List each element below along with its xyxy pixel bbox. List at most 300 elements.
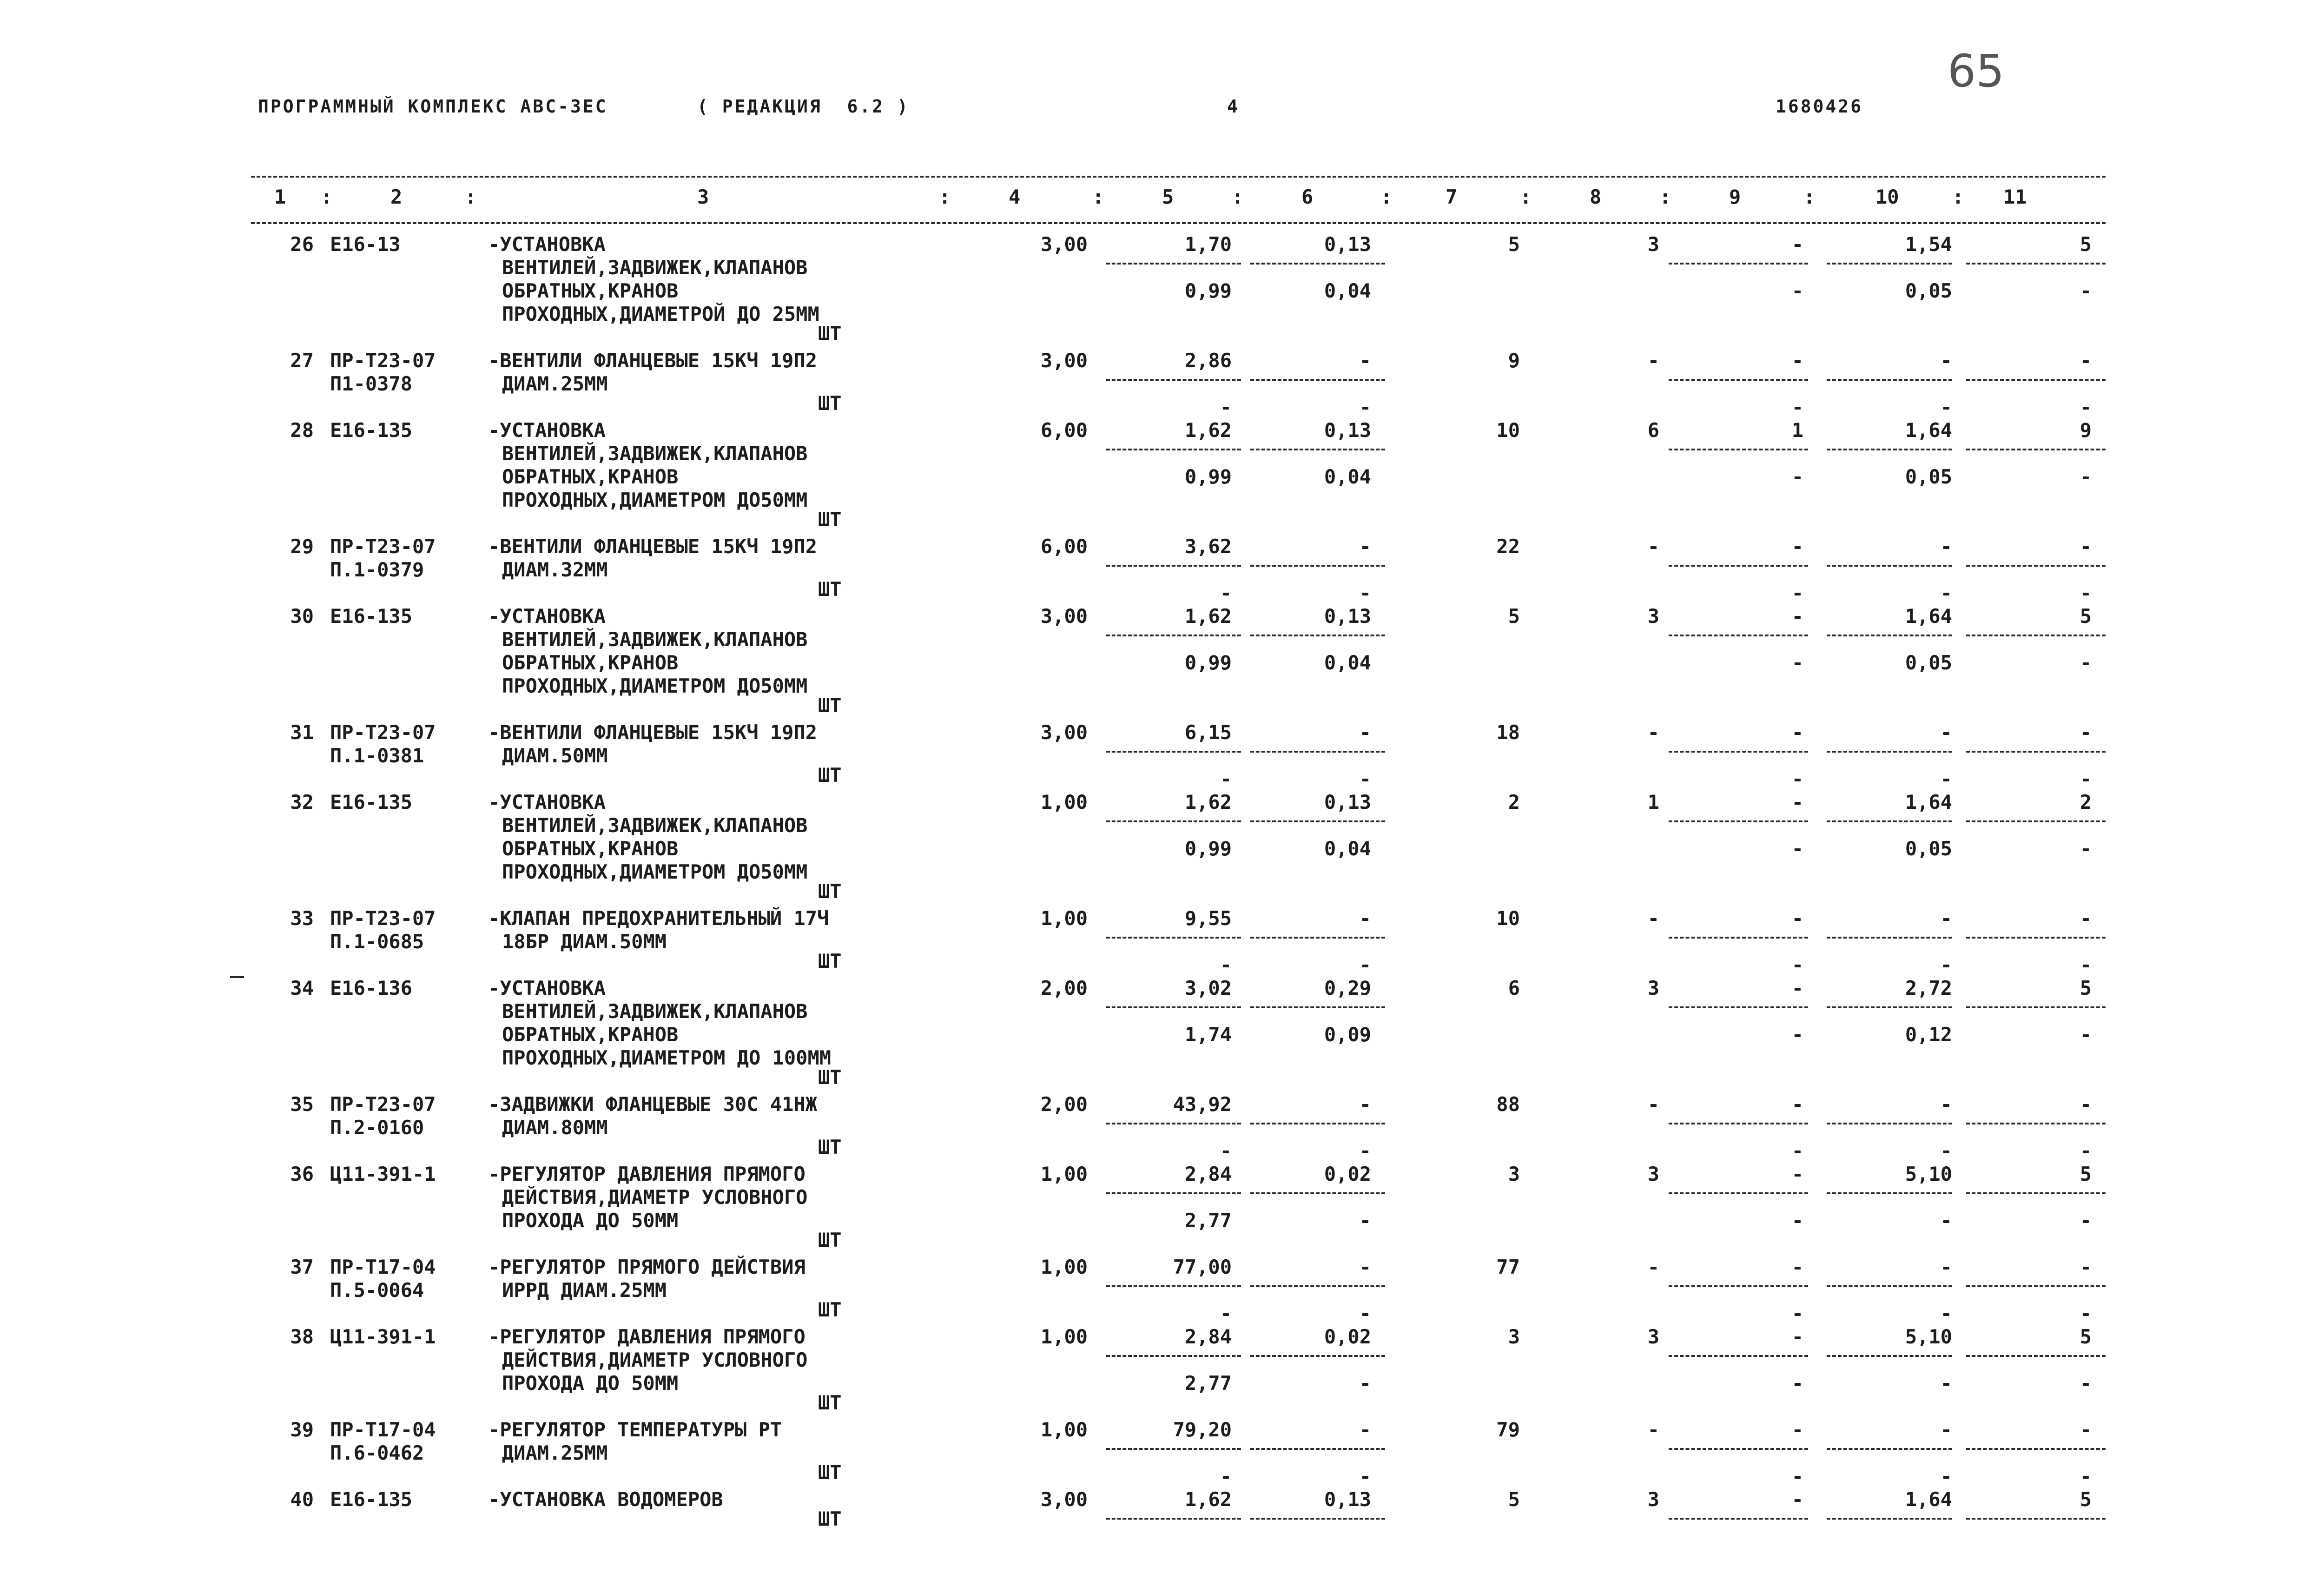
column-number: 9	[1729, 185, 1741, 208]
margin-mark	[230, 976, 244, 978]
item-description: ДЕЙСТВИЯ,ДИАМЕТР УСЛОВНОГО	[502, 1349, 808, 1371]
cell-col10-secondary: 0,05	[1905, 837, 1952, 860]
cell-col8: 3	[1647, 605, 1659, 628]
unit-label: ШТ	[818, 950, 842, 972]
cell-col5-secondary: 0,99	[1184, 465, 1232, 488]
cell-col9: -	[1791, 1325, 1803, 1348]
item-code: П.5-0064	[330, 1279, 424, 1302]
cell-col5-secondary: -	[1220, 767, 1232, 790]
cell-col7: 10	[1496, 419, 1520, 442]
cell-col6: -	[1359, 1256, 1371, 1278]
cell-col5: 9,55	[1184, 907, 1232, 930]
cell-col9: -	[1791, 907, 1803, 930]
item-code: ПР-Т23-07	[330, 349, 436, 372]
column-number: 5	[1162, 185, 1174, 208]
cell-divider	[1669, 263, 1808, 264]
cell-divider	[1669, 565, 1808, 567]
header-top-rule	[251, 176, 2106, 178]
cell-col9: -	[1791, 605, 1803, 628]
cell-col11-secondary: -	[2080, 837, 2092, 860]
cell-divider	[1966, 1448, 2106, 1450]
row-number: 35	[290, 1093, 314, 1116]
cell-col7: 88	[1496, 1093, 1520, 1116]
item-code: П1-0378	[330, 372, 413, 395]
cell-divider	[1827, 1285, 1952, 1287]
cell-divider	[1827, 1355, 1952, 1357]
cell-col9-secondary: -	[1791, 1372, 1803, 1395]
cell-divider	[1827, 565, 1952, 567]
item-description: ДИАМ.50ММ	[502, 744, 608, 767]
cell-divider	[1250, 937, 1385, 939]
cell-col7: 6	[1508, 977, 1520, 999]
cell-divider	[1250, 751, 1385, 753]
cell-col6-secondary: -	[1359, 396, 1371, 418]
row-number: 30	[290, 605, 314, 628]
cell-col7: 5	[1508, 1488, 1520, 1511]
row-number: 34	[290, 977, 314, 999]
cell-col9-secondary: -	[1791, 767, 1803, 790]
item-description: ПРОХОДНЫХ,ДИАМЕТРОЙ ДО 25ММ	[502, 303, 819, 325]
item-description: ОБРАТНЫХ,КРАНОВ	[502, 465, 679, 488]
cell-divider	[1966, 937, 2106, 939]
item-code: Ц11-391-1	[330, 1163, 436, 1185]
item-code: ПР-Т17-04	[330, 1256, 436, 1278]
cell-col5: 1,62	[1184, 791, 1232, 813]
cell-divider	[1106, 1006, 1241, 1008]
cell-divider	[1827, 1448, 1952, 1450]
cell-col9: -	[1791, 721, 1803, 744]
cell-col8: 3	[1647, 1163, 1659, 1185]
cell-col10: 1,64	[1905, 419, 1952, 442]
item-code: ПР-Т23-07	[330, 907, 436, 930]
cell-divider	[1966, 1355, 2106, 1357]
cell-col11: 5	[2080, 1163, 2092, 1185]
row-number: 36	[290, 1163, 314, 1185]
item-description: ДИАМ.80ММ	[502, 1116, 608, 1139]
item-description: ПРОХОДНЫХ,ДИАМЕТРОМ ДО50ММ	[502, 489, 808, 511]
cell-col8: 3	[1647, 233, 1659, 256]
cell-col11: 5	[2080, 605, 2092, 628]
cell-divider	[1827, 1123, 1952, 1124]
cell-col5-secondary: -	[1220, 1465, 1232, 1488]
item-code: Е16-136	[330, 977, 413, 999]
cell-divider	[1106, 937, 1241, 939]
cell-col9: -	[1791, 349, 1803, 372]
cell-col8: -	[1647, 1418, 1659, 1441]
item-code: Е16-135	[330, 605, 413, 628]
cell-col9-secondary: -	[1791, 279, 1803, 302]
cell-col8: 3	[1647, 1488, 1659, 1511]
cell-divider	[1966, 751, 2106, 753]
item-description: ОБРАТНЫХ,КРАНОВ	[502, 837, 679, 860]
item-code: Ц11-391-1	[330, 1325, 436, 1348]
row-number: 31	[290, 721, 314, 744]
cell-col9: -	[1791, 1093, 1803, 1116]
cell-col6-secondary: -	[1359, 582, 1371, 604]
item-description: ПРОХОДНЫХ,ДИАМЕТРОМ ДО50ММ	[502, 860, 808, 883]
cell-col10-secondary: -	[1940, 582, 1952, 604]
unit-label: ШТ	[818, 880, 842, 903]
cell-col5: 43,92	[1173, 1093, 1232, 1116]
cell-col11: -	[2080, 1093, 2092, 1116]
cell-col7: 77	[1496, 1256, 1520, 1278]
cell-divider	[1827, 937, 1952, 939]
unit-label: ШТ	[818, 1229, 842, 1251]
cell-divider	[1250, 635, 1385, 636]
cell-col6: 0,02	[1324, 1163, 1371, 1185]
item-description: -РЕГУЛЯТОР ДАВЛЕНИЯ ПРЯМОГО	[488, 1325, 805, 1348]
cell-col6-secondary: 0,04	[1324, 279, 1371, 302]
cell-divider	[1827, 449, 1952, 450]
row-number: 38	[290, 1325, 314, 1348]
item-description: -РЕГУЛЯТОР ДАВЛЕНИЯ ПРЯМОГО	[488, 1163, 805, 1185]
cell-divider	[1669, 820, 1808, 822]
cell-col6-secondary: 0,04	[1324, 837, 1371, 860]
column-number: 7	[1446, 185, 1458, 208]
cell-divider	[1827, 1006, 1952, 1008]
column-number: 1	[274, 185, 286, 208]
cell-col10-secondary: -	[1940, 396, 1952, 418]
item-code: П.2-0160	[330, 1116, 424, 1139]
cell-col10-secondary: -	[1940, 1139, 1952, 1162]
cell-col5: 1,70	[1184, 233, 1232, 256]
cell-col11-secondary: -	[2080, 465, 2092, 488]
cell-divider	[1250, 449, 1385, 450]
cell-col5: 1,62	[1184, 605, 1232, 628]
cell-col9: -	[1791, 791, 1803, 813]
cell-col5-secondary: 0,99	[1184, 837, 1232, 860]
header-bottom-rule	[251, 222, 2106, 224]
cell-divider	[1827, 1518, 1952, 1520]
item-description: -ВЕНТИЛИ ФЛАНЦЕВЫЕ 15КЧ 19П2	[488, 535, 818, 558]
cell-col9-secondary: -	[1791, 1209, 1803, 1232]
column-separator: :	[1232, 185, 1244, 208]
cell-col8: 6	[1647, 419, 1659, 442]
cell-col5: 2,84	[1184, 1163, 1232, 1185]
item-description: -УСТАНОВКА	[488, 233, 606, 256]
cell-col5-secondary: -	[1220, 396, 1232, 418]
cell-divider	[1966, 379, 2106, 381]
unit-label: ШТ	[818, 1136, 842, 1158]
quantity-value: 1,00	[1040, 907, 1088, 930]
cell-col5: 1,62	[1184, 419, 1232, 442]
cell-divider	[1669, 1123, 1808, 1124]
item-code: Е16-135	[330, 791, 413, 813]
item-description: ДИАМ.32ММ	[502, 558, 608, 581]
item-description: -УСТАНОВКА	[488, 605, 606, 628]
cell-col10-secondary: -	[1940, 1465, 1952, 1488]
column-number: 4	[1009, 185, 1021, 208]
cell-col5: 77,00	[1173, 1256, 1232, 1278]
item-code: П.1-0685	[330, 930, 424, 953]
cell-col11-secondary: -	[2080, 1209, 2092, 1232]
cell-col9: 1	[1791, 419, 1803, 442]
cell-col6-secondary: -	[1359, 1465, 1371, 1488]
cell-divider	[1250, 1123, 1385, 1124]
cell-col10: -	[1940, 1093, 1952, 1116]
cell-col7: 9	[1508, 349, 1520, 372]
column-number: 10	[1875, 185, 1899, 208]
cell-col9-secondary: -	[1791, 953, 1803, 976]
row-number: 27	[290, 349, 314, 372]
cell-col5: 79,20	[1173, 1418, 1232, 1441]
cell-divider	[1669, 937, 1808, 939]
cell-divider	[1106, 1518, 1241, 1520]
column-separator: :	[1092, 185, 1104, 208]
item-description: ВЕНТИЛЕЙ,ЗАДВИЖЕК,КЛАПАНОВ	[502, 628, 808, 651]
row-number: 40	[290, 1488, 314, 1511]
cell-col9-secondary: -	[1791, 396, 1803, 418]
cell-divider	[1250, 379, 1385, 381]
unit-label: ШТ	[818, 1298, 842, 1321]
cell-col10-secondary: -	[1940, 953, 1952, 976]
cell-col11-secondary: -	[2080, 396, 2092, 418]
cell-col6: 0,13	[1324, 419, 1371, 442]
cell-col7: 79	[1496, 1418, 1520, 1441]
cell-col10-secondary: 0,05	[1905, 465, 1952, 488]
document-code: 1680426	[1776, 96, 1863, 117]
cell-col11: 5	[2080, 977, 2092, 999]
item-description: ПРОХОДА ДО 50ММ	[502, 1372, 679, 1395]
quantity-value: 2,00	[1040, 977, 1088, 999]
cell-divider	[1966, 565, 2106, 567]
cell-col9-secondary: -	[1791, 1023, 1803, 1046]
item-description: -КЛАПАН ПРЕДОХРАНИТЕЛЬНЫЙ 17Ч	[488, 907, 829, 930]
cell-divider	[1250, 1355, 1385, 1357]
cell-col6-secondary: 0,04	[1324, 465, 1371, 488]
cell-col11-secondary: -	[2080, 582, 2092, 604]
item-description: -ВЕНТИЛИ ФЛАНЦЕВЫЕ 15КЧ 19П2	[488, 721, 818, 744]
cell-col6-secondary: 0,09	[1324, 1023, 1371, 1046]
cell-col9: -	[1791, 1163, 1803, 1185]
cell-col9-secondary: -	[1791, 582, 1803, 604]
cell-divider	[1669, 1006, 1808, 1008]
cell-col9: -	[1791, 1488, 1803, 1511]
quantity-value: 1,00	[1040, 1163, 1088, 1185]
cell-col8: -	[1647, 349, 1659, 372]
cell-col10-secondary: 0,05	[1905, 651, 1952, 674]
cell-col11-secondary: -	[2080, 767, 2092, 790]
item-description: ИРРД ДИАМ.25ММ	[502, 1279, 667, 1302]
item-code: ПР-Т17-04	[330, 1418, 436, 1441]
cell-divider	[1966, 635, 2106, 636]
cell-divider	[1966, 1123, 2106, 1124]
item-description: ВЕНТИЛЕЙ,ЗАДВИЖЕК,КЛАПАНОВ	[502, 814, 808, 837]
item-description: -УСТАНОВКА ВОДОМЕРОВ	[488, 1488, 723, 1511]
quantity-value: 1,00	[1040, 1418, 1088, 1441]
column-separator: :	[939, 185, 951, 208]
item-code: П.1-0379	[330, 558, 424, 581]
unit-label: ШТ	[818, 1391, 842, 1414]
cell-col11-secondary: -	[2080, 279, 2092, 302]
cell-col10: 5,10	[1905, 1325, 1952, 1348]
page-number: 4	[1227, 96, 1240, 117]
cell-col8: -	[1647, 535, 1659, 558]
cell-col7: 18	[1496, 721, 1520, 744]
cell-col5-secondary: 2,77	[1184, 1372, 1232, 1395]
cell-divider	[1250, 565, 1385, 567]
cell-divider	[1669, 1448, 1808, 1450]
quantity-value: 3,00	[1040, 605, 1088, 628]
cell-col9-secondary: -	[1791, 1465, 1803, 1488]
cell-col10: -	[1940, 907, 1952, 930]
cell-col9-secondary: -	[1791, 1139, 1803, 1162]
item-code: Е16-13	[330, 233, 401, 256]
quantity-value: 3,00	[1040, 349, 1088, 372]
cell-col5-secondary: -	[1220, 953, 1232, 976]
column-separator: :	[1520, 185, 1532, 208]
cell-col7: 5	[1508, 233, 1520, 256]
cell-col9-secondary: -	[1791, 651, 1803, 674]
cell-col11: 5	[2080, 1325, 2092, 1348]
row-number: 29	[290, 535, 314, 558]
cell-col8: -	[1647, 907, 1659, 930]
cell-col9: -	[1791, 1418, 1803, 1441]
cell-col11-secondary: -	[2080, 953, 2092, 976]
cell-col7: 10	[1496, 907, 1520, 930]
cell-divider	[1106, 379, 1241, 381]
cell-col11: 5	[2080, 1488, 2092, 1511]
unit-label: ШТ	[818, 322, 842, 345]
handwritten-sheet-number: 65	[1948, 45, 2005, 97]
cell-divider	[1669, 1355, 1808, 1357]
cell-col7: 2	[1508, 791, 1520, 813]
item-description: -ЗАДВИЖКИ ФЛАНЦЕВЫЕ 30С 41НЖ	[488, 1093, 818, 1116]
item-code: Е16-135	[330, 419, 413, 442]
cell-divider	[1669, 1285, 1808, 1287]
column-separator: :	[1380, 185, 1393, 208]
cell-col10: -	[1940, 535, 1952, 558]
unit-label: ШТ	[818, 392, 842, 415]
cell-divider	[1669, 1192, 1808, 1194]
item-description: -РЕГУЛЯТОР ПРЯМОГО ДЕЙСТВИЯ	[488, 1256, 805, 1278]
cell-col5-secondary: 2,77	[1184, 1209, 1232, 1232]
cell-divider	[1106, 1123, 1241, 1124]
item-description: ПРОХОДА ДО 50ММ	[502, 1209, 679, 1232]
cell-col10-secondary: -	[1940, 767, 1952, 790]
quantity-value: 3,00	[1040, 721, 1088, 744]
cell-col6-secondary: -	[1359, 1209, 1371, 1232]
row-number: 32	[290, 791, 314, 813]
cell-divider	[1106, 565, 1241, 567]
cell-col6: -	[1359, 907, 1371, 930]
cell-divider	[1827, 1192, 1952, 1194]
row-number: 33	[290, 907, 314, 930]
item-description: ДИАМ.25ММ	[502, 1442, 608, 1464]
quantity-value: 3,00	[1040, 1488, 1088, 1511]
column-separator: :	[1952, 185, 1964, 208]
cell-col5-secondary: -	[1220, 1302, 1232, 1325]
cell-col7: 3	[1508, 1325, 1520, 1348]
cell-divider	[1106, 449, 1241, 450]
cell-col5: 6,15	[1184, 721, 1232, 744]
unit-label: ШТ	[818, 1066, 842, 1089]
cell-col5-secondary: 1,74	[1184, 1023, 1232, 1046]
cell-col5-secondary: -	[1220, 1139, 1232, 1162]
cell-divider	[1250, 263, 1385, 264]
quantity-value: 2,00	[1040, 1093, 1088, 1116]
cell-col9-secondary: -	[1791, 465, 1803, 488]
unit-label: ШТ	[818, 1508, 842, 1530]
column-number: 11	[2003, 185, 2027, 208]
cell-col11: -	[2080, 1418, 2092, 1441]
cell-col11: -	[2080, 721, 2092, 744]
cell-col10-secondary: 0,12	[1905, 1023, 1952, 1046]
cell-col5: 2,86	[1184, 349, 1232, 372]
cell-col5: 2,84	[1184, 1325, 1232, 1348]
unit-label: ШТ	[818, 578, 842, 601]
cell-divider	[1106, 1285, 1241, 1287]
cell-col11-secondary: -	[2080, 1302, 2092, 1325]
cell-col7: 3	[1508, 1163, 1520, 1185]
cell-col7: 22	[1496, 535, 1520, 558]
cell-col10: 1,64	[1905, 605, 1952, 628]
cell-divider	[1669, 751, 1808, 753]
cell-col6-secondary: -	[1359, 1139, 1371, 1162]
item-description: ПРОХОДНЫХ,ДИАМЕТРОМ ДО50ММ	[502, 674, 808, 697]
cell-col5: 3,02	[1184, 977, 1232, 999]
cell-divider	[1966, 1518, 2106, 1520]
item-code: ПР-Т23-07	[330, 1093, 436, 1116]
quantity-value: 1,00	[1040, 1256, 1088, 1278]
item-description: ОБРАТНЫХ,КРАНОВ	[502, 279, 679, 302]
cell-col8: 1	[1647, 791, 1659, 813]
quantity-value: 6,00	[1040, 419, 1088, 442]
item-description: ВЕНТИЛЕЙ,ЗАДВИЖЕК,КЛАПАНОВ	[502, 256, 808, 279]
cell-col8: 3	[1647, 1325, 1659, 1348]
column-separator: :	[321, 185, 333, 208]
cell-col5-secondary: 0,99	[1184, 651, 1232, 674]
cell-col9: -	[1791, 1256, 1803, 1278]
column-number: 8	[1590, 185, 1602, 208]
cell-divider	[1669, 1518, 1808, 1520]
unit-label: ШТ	[818, 1461, 842, 1484]
cell-col6: 0,13	[1324, 791, 1371, 813]
cell-divider	[1106, 820, 1241, 822]
cell-divider	[1669, 379, 1808, 381]
cell-col8: 3	[1647, 977, 1659, 999]
quantity-value: 1,00	[1040, 1325, 1088, 1348]
unit-label: ШТ	[818, 508, 842, 531]
cell-col10: -	[1940, 349, 1952, 372]
cell-col11-secondary: -	[2080, 1465, 2092, 1488]
cell-col10-secondary: -	[1940, 1372, 1952, 1395]
cell-col10: -	[1940, 721, 1952, 744]
cell-col10-secondary: -	[1940, 1209, 1952, 1232]
cell-col6: 0,13	[1324, 233, 1371, 256]
cell-divider	[1669, 635, 1808, 636]
cell-col8: -	[1647, 1093, 1659, 1116]
cell-divider	[1106, 1355, 1241, 1357]
cell-col8: -	[1647, 1256, 1659, 1278]
cell-divider	[1669, 449, 1808, 450]
item-code: П.6-0462	[330, 1442, 424, 1464]
item-description: -УСТАНОВКА	[488, 419, 606, 442]
cell-col11: -	[2080, 1256, 2092, 1278]
item-description: ДИАМ.25ММ	[502, 372, 608, 395]
cell-divider	[1250, 1192, 1385, 1194]
item-description: ВЕНТИЛЕЙ,ЗАДВИЖЕК,КЛАПАНОВ	[502, 442, 808, 465]
cell-col6: 0,13	[1324, 605, 1371, 628]
cell-col10: 5,10	[1905, 1163, 1952, 1185]
cell-col11: 5	[2080, 233, 2092, 256]
cell-col11-secondary: -	[2080, 651, 2092, 674]
edition-label: ( РЕДАКЦИЯ 6.2 )	[697, 96, 910, 117]
cell-divider	[1966, 1285, 2106, 1287]
cell-col7: 5	[1508, 605, 1520, 628]
cell-divider	[1250, 1448, 1385, 1450]
cell-col6: -	[1359, 1418, 1371, 1441]
